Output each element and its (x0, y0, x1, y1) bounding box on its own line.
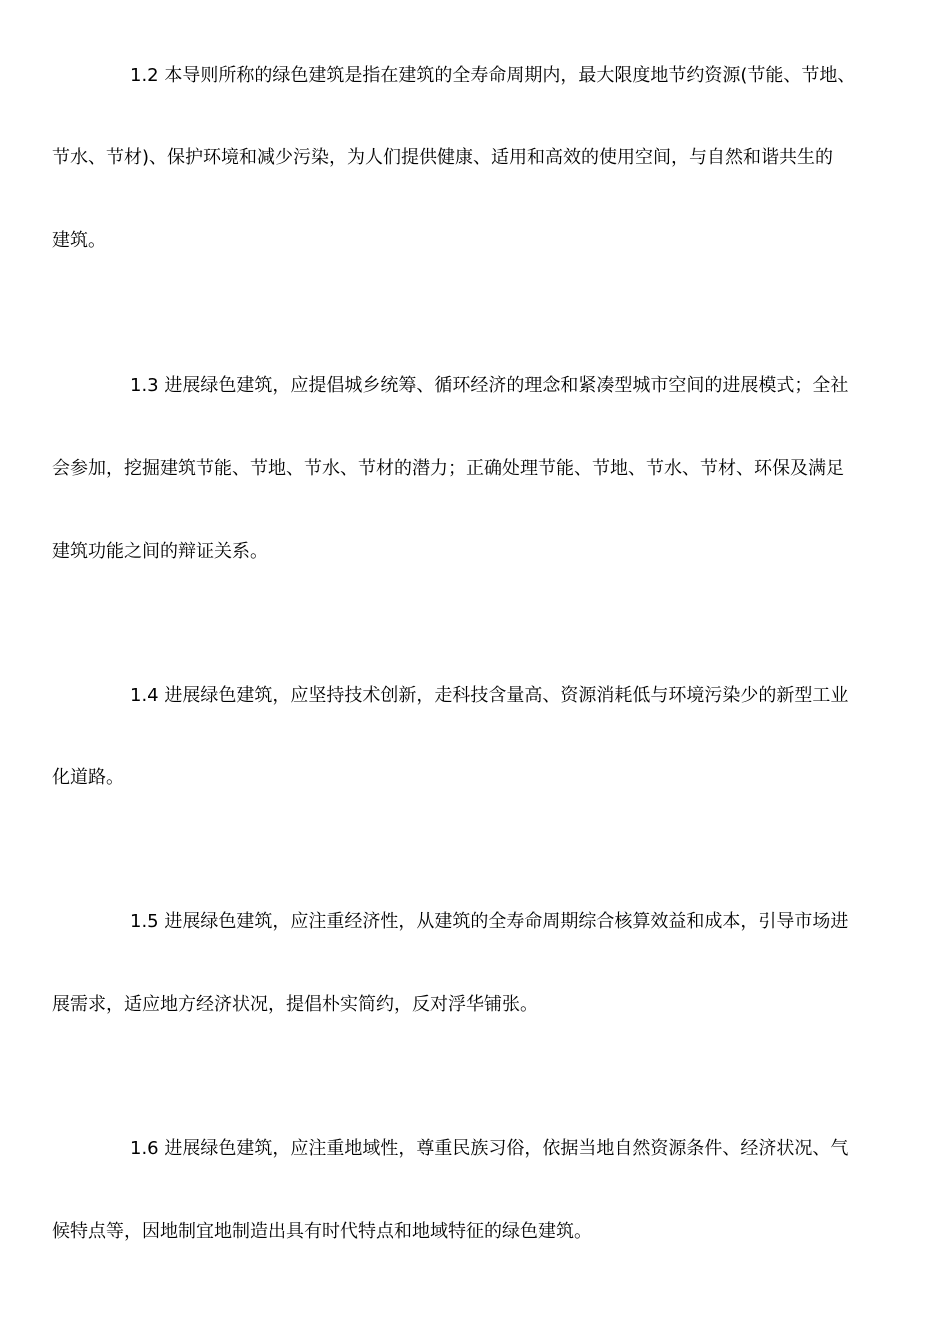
paragraph-line: 1.3 进展绿色建筑，应提倡城乡统筹、循环经济的理念和紧凑型城市空间的进展模式；全社 (130, 375, 849, 396)
paragraph-line: 1.2 本导则所称的绿色建筑是指在建筑的全寿命周期内，最大限度地节约资源(节能、节地、 (130, 65, 856, 86)
paragraph-line: 1.5 进展绿色建筑，应注重经济性，从建筑的全寿命周期综合核算效益和成本，引导市场进 (130, 911, 849, 932)
paragraph-line: 1.6 进展绿色建筑，应注重地域性，尊重民族习俗，依据当地自然资源条件、经济状况、气 (130, 1138, 849, 1159)
paragraph-line: 会参加，挖掘建筑节能、节地、节水、节材的潜力；正确处理节能、节地、节水、节材、环保及满足 (52, 458, 844, 479)
paragraph-line: 展需求，适应地方经济状况，提倡朴实简约，反对浮华铺张。 (52, 994, 538, 1015)
paragraph-line: 候特点等，因地制宜地制造出具有时代特点和地域特征的绿色建筑。 (52, 1221, 592, 1242)
paragraph-line: 节水、节材)、保护环境和减少污染，为人们提供健康、适用和高效的使用空间，与自然和谐共生的 (52, 147, 834, 168)
paragraph-line: 建筑功能之间的辩证关系。 (52, 541, 268, 562)
paragraph-line: 建筑。 (52, 230, 106, 251)
paragraph-line: 1.4 进展绿色建筑，应坚持技术创新，走科技含量高、资源消耗低与环境污染少的新型工业 (130, 685, 849, 706)
paragraph-line: 化道路。 (52, 767, 124, 788)
